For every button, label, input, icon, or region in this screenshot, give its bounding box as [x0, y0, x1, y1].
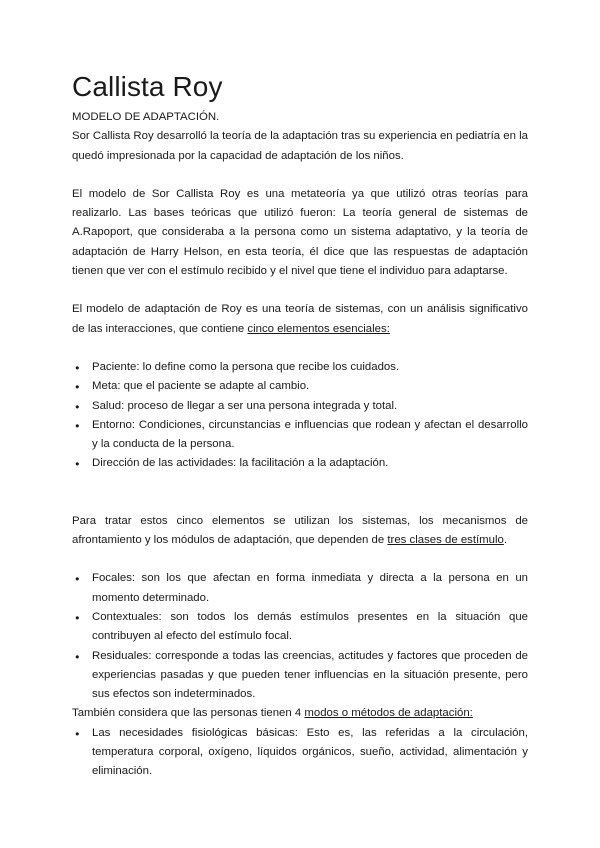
stimuli-list	[72, 569, 528, 704]
elements-list	[72, 358, 528, 474]
list-item: ● Paciente: lo define como la persona que recibe los cuidados.	[72, 358, 528, 377]
five-elements-link: cinco elementos esenciales:	[247, 322, 390, 335]
list-item: ● Contextuales: son todos los demás estímulos presentes en la situación que contribuyen al efecto del estímulo focal.	[72, 608, 528, 647]
systems-paragraph: El modelo de adaptación de Roy es una teoría de sistemas, con un análisis significativo de las interacciones, que contiene cinco elementos esenciales:	[72, 303, 528, 335]
modes-paragraph: También considera que las personas tienen 4 modos o métodos de adaptación:	[72, 707, 473, 720]
list-item: ● Las necesidades fisiológicas básicas: Esto es, las referidas a la circulación, temperatura corporal, oxígeno, líquidos orgánicos, sueño, actividad, alimentación y eliminación.	[72, 724, 528, 782]
intro-paragraph: Sor Callista Roy desarrolló la teoría de la adaptación tras su experiencia en pediatría en la quedó impresionada por la capacidad de adaptación de los niños.	[72, 130, 528, 162]
document-subtitle: MODELO DE ADAPTACIÓN.	[72, 111, 220, 123]
list-item: ● Salud: proceso de llegar a ser una persona integrada y total.	[72, 397, 528, 416]
list-item: ● Meta: que el paciente se adapte al cambio.	[72, 377, 528, 396]
three-stimuli-link: tres clases de estímulo	[387, 534, 504, 547]
list-item: ● Residuales: corresponde a todas las creencias, actitudes y factores que proceden de experiencias pasadas y que pueden tener influencias en la situación presente, pero sus efectos son indeterminados.	[72, 647, 528, 705]
stimuli-paragraph: Para tratar estos cinco elementos se utilizan los sistemas, los mecanismos de afrontamiento y los módulos de adaptación, que dependen de tres clases de estímulo.	[72, 514, 528, 547]
list-item: ● Dirección de las actividades: la facilitación a la adaptación.	[72, 454, 528, 473]
modes-link: modos o métodos de adaptación:	[304, 707, 473, 720]
list-item: ● Focales: son los que afectan en forma inmediata y directa a la persona en un momento determinado.	[72, 569, 528, 608]
document-page	[72, 70, 528, 782]
modes-list	[72, 724, 528, 782]
list-item: ● Entorno: Condiciones, circunstancias e influencias que rodean y afectan el desarrollo y la conducta de la persona.	[72, 416, 528, 455]
metatheory-paragraph: El modelo de Sor Callista Roy es una metateoría ya que utilizó otras teorías para realizarlo. Las bases teóricas que utilizó fueron: La teoría general de sistemas de A.Rapoport, que consideraba a la persona como un sistema adaptativo, y la teoría de adaptación de Harry Helson, en esta teoría, él dice que las respuestas de adaptación tienen que ver con el estímulo recibido y el nivel que tiene el individuo para adaptarse.	[72, 187, 528, 278]
document-title: Callista Roy	[72, 71, 223, 102]
